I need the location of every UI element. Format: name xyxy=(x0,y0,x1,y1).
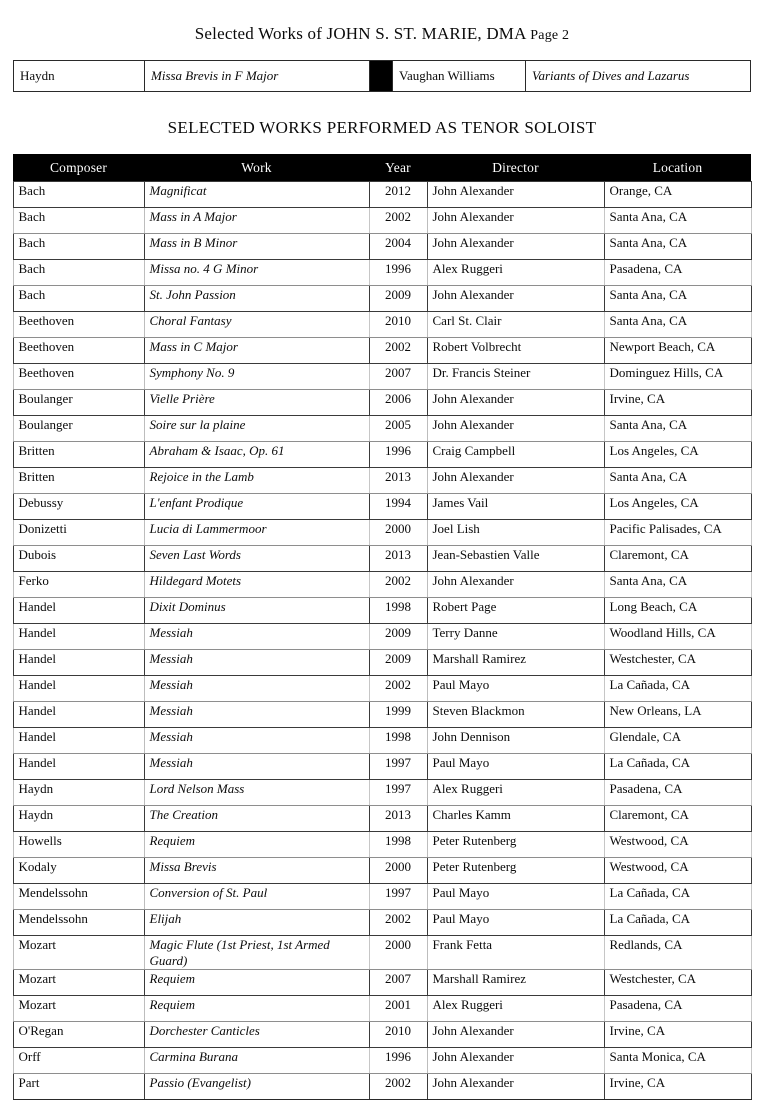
cell-location: New Orleans, LA xyxy=(604,702,751,728)
cell-director: Jean-Sebastien Valle xyxy=(427,546,604,572)
cell-year: 2004 xyxy=(369,234,427,260)
cell-composer: Mozart xyxy=(13,936,144,970)
cell-director: Alex Ruggeri xyxy=(427,780,604,806)
cell-year: 2013 xyxy=(369,546,427,572)
cell-work: Messiah xyxy=(144,754,369,780)
table-row xyxy=(13,234,751,260)
cell-work: Soire sur la plaine xyxy=(144,416,369,442)
cell-director: Alex Ruggeri xyxy=(427,260,604,286)
table-row xyxy=(13,338,751,364)
cell-director: Craig Campbell xyxy=(427,442,604,468)
cell-location: Westwood, CA xyxy=(604,858,751,884)
cell-location: Irvine, CA xyxy=(604,1074,751,1100)
cell-work: Messiah xyxy=(144,728,369,754)
table-row xyxy=(13,858,751,884)
cell-director: John Alexander xyxy=(427,286,604,312)
cell-work: Magic Flute (1st Priest, 1st Armed Guard) xyxy=(144,936,369,970)
continuation-right-work: Variants of Dives and Lazarus xyxy=(526,61,751,92)
cell-location: La Cañada, CA xyxy=(604,754,751,780)
table-row xyxy=(13,650,751,676)
cell-year: 2000 xyxy=(369,936,427,970)
table-row xyxy=(13,312,751,338)
cell-director: Carl St. Clair xyxy=(427,312,604,338)
cell-year: 2005 xyxy=(369,416,427,442)
cell-year: 1997 xyxy=(369,780,427,806)
table-row xyxy=(13,1074,751,1100)
works-table-header xyxy=(13,154,751,182)
cell-director: Dr. Francis Steiner xyxy=(427,364,604,390)
cell-year: 2013 xyxy=(369,806,427,832)
cell-composer: Handel xyxy=(13,624,144,650)
cell-year: 2002 xyxy=(369,1074,427,1100)
cell-work: Conversion of St. Paul xyxy=(144,884,369,910)
table-row xyxy=(13,702,751,728)
cell-work: The Creation xyxy=(144,806,369,832)
cell-location: Pasadena, CA xyxy=(604,996,751,1022)
cell-location: Santa Ana, CA xyxy=(604,312,751,338)
cell-director: Peter Rutenberg xyxy=(427,832,604,858)
table-row xyxy=(13,910,751,936)
table-row xyxy=(13,182,751,208)
cell-composer: Mozart xyxy=(13,996,144,1022)
cell-year: 1996 xyxy=(369,260,427,286)
cell-director: Paul Mayo xyxy=(427,884,604,910)
cell-work: Messiah xyxy=(144,676,369,702)
cell-work: Vielle Prière xyxy=(144,390,369,416)
cell-year: 2002 xyxy=(369,572,427,598)
cell-composer: Handel xyxy=(13,702,144,728)
cell-location: La Cañada, CA xyxy=(604,676,751,702)
cell-composer: Handel xyxy=(13,650,144,676)
cell-composer: Part xyxy=(13,1074,144,1100)
table-row xyxy=(13,494,751,520)
cell-composer: Bach xyxy=(13,182,144,208)
cell-work: Requiem xyxy=(144,970,369,996)
table-row xyxy=(13,676,751,702)
cell-composer: Haydn xyxy=(13,806,144,832)
continuation-table xyxy=(13,60,751,92)
cell-location: Santa Ana, CA xyxy=(604,572,751,598)
cell-director: Frank Fetta xyxy=(427,936,604,970)
cell-director: James Vail xyxy=(427,494,604,520)
cell-director: Charles Kamm xyxy=(427,806,604,832)
cell-work: Magnificat xyxy=(144,182,369,208)
cell-work: Messiah xyxy=(144,650,369,676)
cell-work: Mass in A Major xyxy=(144,208,369,234)
cell-composer: Howells xyxy=(13,832,144,858)
cell-location: Santa Monica, CA xyxy=(604,1048,751,1074)
table-row xyxy=(13,728,751,754)
cell-year: 2000 xyxy=(369,858,427,884)
cell-work: L'enfant Prodique xyxy=(144,494,369,520)
table-row xyxy=(13,996,751,1022)
cell-composer: Britten xyxy=(13,442,144,468)
cell-year: 2000 xyxy=(369,520,427,546)
table-row xyxy=(13,260,751,286)
cell-location: Westchester, CA xyxy=(604,650,751,676)
cell-director: Paul Mayo xyxy=(427,910,604,936)
table-row xyxy=(13,624,751,650)
cell-year: 2009 xyxy=(369,286,427,312)
cell-year: 1994 xyxy=(369,494,427,520)
table-row xyxy=(13,416,751,442)
cell-year: 1999 xyxy=(369,702,427,728)
cell-director: John Alexander xyxy=(427,182,604,208)
cell-composer: Debussy xyxy=(13,494,144,520)
cell-location: Santa Ana, CA xyxy=(604,416,751,442)
cell-location: Pasadena, CA xyxy=(604,260,751,286)
cell-location: Orange, CA xyxy=(604,182,751,208)
cell-work: Symphony No. 9 xyxy=(144,364,369,390)
cell-work: Dorchester Canticles xyxy=(144,1022,369,1048)
cell-location: Glendale, CA xyxy=(604,728,751,754)
cell-work: Mass in C Major xyxy=(144,338,369,364)
cell-work: St. John Passion xyxy=(144,286,369,312)
cell-location: Newport Beach, CA xyxy=(604,338,751,364)
cell-year: 2009 xyxy=(369,650,427,676)
cell-location: Santa Ana, CA xyxy=(604,234,751,260)
cell-year: 2012 xyxy=(369,182,427,208)
column-header-location: Location xyxy=(604,154,751,182)
page-title-prefix: Selected Works of xyxy=(194,24,327,43)
cell-location: Santa Ana, CA xyxy=(604,468,751,494)
cell-composer: Mendelssohn xyxy=(13,884,144,910)
cell-composer: Donizetti xyxy=(13,520,144,546)
continuation-right-composer: Vaughan Williams xyxy=(393,61,526,92)
cell-director: Joel Lish xyxy=(427,520,604,546)
cell-year: 2007 xyxy=(369,364,427,390)
cell-composer: Handel xyxy=(13,728,144,754)
cell-composer: Britten xyxy=(13,468,144,494)
cell-composer: Ferko xyxy=(13,572,144,598)
cell-composer: Beethoven xyxy=(13,364,144,390)
cell-location: Long Beach, CA xyxy=(604,598,751,624)
cell-year: 2007 xyxy=(369,970,427,996)
cell-year: 1996 xyxy=(369,1048,427,1074)
works-table xyxy=(13,154,752,1100)
works-table-header-row xyxy=(13,154,751,182)
table-row xyxy=(13,364,751,390)
cell-director: Peter Rutenberg xyxy=(427,858,604,884)
cell-director: Robert Page xyxy=(427,598,604,624)
cell-director: Paul Mayo xyxy=(427,676,604,702)
cell-composer: Boulanger xyxy=(13,416,144,442)
cell-composer: Handel xyxy=(13,676,144,702)
cell-composer: Kodaly xyxy=(13,858,144,884)
cell-composer: Bach xyxy=(13,260,144,286)
table-row xyxy=(13,936,751,970)
cell-composer: Beethoven xyxy=(13,338,144,364)
cell-location: Westchester, CA xyxy=(604,970,751,996)
cell-work: Choral Fantasy xyxy=(144,312,369,338)
cell-composer: Orff xyxy=(13,1048,144,1074)
table-row xyxy=(13,520,751,546)
cell-location: Redlands, CA xyxy=(604,936,751,970)
cell-composer: Boulanger xyxy=(13,390,144,416)
continuation-left-work: Missa Brevis in F Major xyxy=(145,61,370,92)
cell-year: 2009 xyxy=(369,624,427,650)
cell-work: Messiah xyxy=(144,702,369,728)
cell-year: 2002 xyxy=(369,208,427,234)
cell-work: Carmina Burana xyxy=(144,1048,369,1074)
cell-director: John Alexander xyxy=(427,390,604,416)
table-row xyxy=(13,970,751,996)
cell-location: Santa Ana, CA xyxy=(604,208,751,234)
cell-year: 2013 xyxy=(369,468,427,494)
cell-location: Los Angeles, CA xyxy=(604,442,751,468)
cell-year: 1996 xyxy=(369,442,427,468)
cell-director: John Alexander xyxy=(427,1074,604,1100)
cell-work: Lucia di Lammermoor xyxy=(144,520,369,546)
cell-director: Marshall Ramirez xyxy=(427,650,604,676)
cell-location: La Cañada, CA xyxy=(604,884,751,910)
cell-work: Missa no. 4 G Minor xyxy=(144,260,369,286)
cell-work: Missa Brevis xyxy=(144,858,369,884)
cell-year: 1998 xyxy=(369,832,427,858)
cell-location: Woodland Hills, CA xyxy=(604,624,751,650)
table-row xyxy=(13,390,751,416)
cell-composer: Bach xyxy=(13,234,144,260)
cell-work: Lord Nelson Mass xyxy=(144,780,369,806)
cell-director: John Alexander xyxy=(427,234,604,260)
section-heading: SELECTED WORKS PERFORMED AS TENOR SOLOIST xyxy=(167,118,597,137)
cell-director: John Alexander xyxy=(427,416,604,442)
cell-work: Passio (Evangelist) xyxy=(144,1074,369,1100)
table-row xyxy=(13,780,751,806)
page-title xyxy=(0,0,764,44)
table-row xyxy=(13,208,751,234)
cell-location: Dominguez Hills, CA xyxy=(604,364,751,390)
cell-location: Westwood, CA xyxy=(604,832,751,858)
cell-director: John Alexander xyxy=(427,1022,604,1048)
table-row xyxy=(13,806,751,832)
table-row xyxy=(13,468,751,494)
table-row xyxy=(13,286,751,312)
cell-work: Hildegard Motets xyxy=(144,572,369,598)
cell-composer: Handel xyxy=(13,754,144,780)
cell-director: John Alexander xyxy=(427,1048,604,1074)
cell-year: 1997 xyxy=(369,754,427,780)
cell-location: Irvine, CA xyxy=(604,1022,751,1048)
table-row xyxy=(13,1022,751,1048)
cell-work: Seven Last Words xyxy=(144,546,369,572)
cell-work: Dixit Dominus xyxy=(144,598,369,624)
cell-work: Requiem xyxy=(144,996,369,1022)
continuation-left-composer: Haydn xyxy=(14,61,145,92)
cell-director: John Alexander xyxy=(427,572,604,598)
cell-work: Rejoice in the Lamb xyxy=(144,468,369,494)
table-row xyxy=(13,442,751,468)
cell-work: Requiem xyxy=(144,832,369,858)
column-header-director: Director xyxy=(427,154,604,182)
cell-composer: Beethoven xyxy=(13,312,144,338)
cell-year: 2006 xyxy=(369,390,427,416)
cell-location: Claremont, CA xyxy=(604,806,751,832)
table-row xyxy=(13,546,751,572)
table-row xyxy=(13,884,751,910)
cell-year: 1998 xyxy=(369,728,427,754)
cell-director: John Dennison xyxy=(427,728,604,754)
cell-year: 2001 xyxy=(369,996,427,1022)
cell-composer: O'Regan xyxy=(13,1022,144,1048)
cell-year: 2010 xyxy=(369,312,427,338)
cell-year: 2002 xyxy=(369,676,427,702)
cell-location: Claremont, CA xyxy=(604,546,751,572)
cell-year: 1997 xyxy=(369,884,427,910)
cell-year: 1998 xyxy=(369,598,427,624)
works-table-body xyxy=(13,182,751,1100)
cell-director: Marshall Ramirez xyxy=(427,970,604,996)
cell-composer: Mozart xyxy=(13,970,144,996)
cell-location: La Cañada, CA xyxy=(604,910,751,936)
column-header-composer: Composer xyxy=(13,154,144,182)
cell-work: Messiah xyxy=(144,624,369,650)
cell-composer: Bach xyxy=(13,208,144,234)
cell-director: Alex Ruggeri xyxy=(427,996,604,1022)
table-row xyxy=(13,572,751,598)
table-row xyxy=(14,61,751,92)
cell-location: Santa Ana, CA xyxy=(604,286,751,312)
column-divider xyxy=(370,61,393,92)
column-header-year: Year xyxy=(369,154,427,182)
cell-composer: Mendelssohn xyxy=(13,910,144,936)
cell-director: John Alexander xyxy=(427,468,604,494)
cell-director: Paul Mayo xyxy=(427,754,604,780)
cell-year: 2002 xyxy=(369,338,427,364)
cell-director: John Alexander xyxy=(427,208,604,234)
cell-work: Mass in B Minor xyxy=(144,234,369,260)
cell-work: Elijah xyxy=(144,910,369,936)
cell-director: Robert Volbrecht xyxy=(427,338,604,364)
cell-location: Los Angeles, CA xyxy=(604,494,751,520)
cell-composer: Haydn xyxy=(13,780,144,806)
cell-location: Pasadena, CA xyxy=(604,780,751,806)
cell-work: Abraham & Isaac, Op. 61 xyxy=(144,442,369,468)
table-row xyxy=(13,754,751,780)
cell-location: Pacific Palisades, CA xyxy=(604,520,751,546)
page-number-label: Page 2 xyxy=(526,28,570,43)
cell-year: 2010 xyxy=(369,1022,427,1048)
cell-director: Steven Blackmon xyxy=(427,702,604,728)
cell-director: Terry Danne xyxy=(427,624,604,650)
table-row xyxy=(13,598,751,624)
cell-year: 2002 xyxy=(369,910,427,936)
column-header-work: Work xyxy=(144,154,369,182)
cell-composer: Dubois xyxy=(13,546,144,572)
table-row xyxy=(13,1048,751,1074)
cell-composer: Handel xyxy=(13,598,144,624)
table-row xyxy=(13,832,751,858)
page-title-name: JOHN S. ST. MARIE, DMA xyxy=(326,24,527,43)
cell-composer: Bach xyxy=(13,286,144,312)
cell-location: Irvine, CA xyxy=(604,390,751,416)
